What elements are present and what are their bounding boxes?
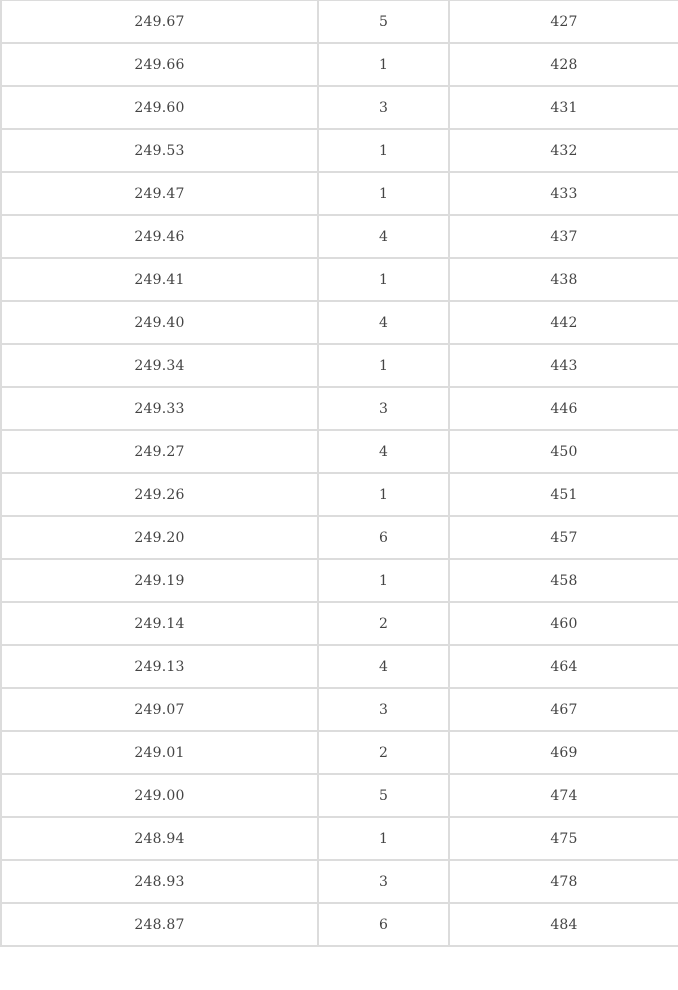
count-cell: 4 (318, 301, 449, 344)
score-cell: 249.67 (1, 0, 318, 43)
score-cell: 249.34 (1, 344, 318, 387)
score-cell: 249.46 (1, 215, 318, 258)
table-row (1, 387, 678, 430)
score-cell: 248.94 (1, 817, 318, 860)
cumulative-cell: 464 (449, 645, 678, 688)
score-cell: 249.20 (1, 516, 318, 559)
cumulative-cell: 451 (449, 473, 678, 516)
table-row (1, 903, 678, 946)
table-row (1, 0, 678, 43)
count-cell: 5 (318, 774, 449, 817)
count-cell: 1 (318, 258, 449, 301)
table-row (1, 516, 678, 559)
score-cell: 249.60 (1, 86, 318, 129)
table-row (1, 258, 678, 301)
cumulative-cell: 478 (449, 860, 678, 903)
cumulative-cell: 484 (449, 903, 678, 946)
table-row (1, 172, 678, 215)
table-row (1, 817, 678, 860)
count-cell: 6 (318, 516, 449, 559)
cumulative-cell: 469 (449, 731, 678, 774)
score-cell: 249.40 (1, 301, 318, 344)
table-row (1, 688, 678, 731)
cumulative-cell: 442 (449, 301, 678, 344)
score-cell: 248.93 (1, 860, 318, 903)
table-row (1, 731, 678, 774)
cumulative-cell: 450 (449, 430, 678, 473)
cumulative-cell: 467 (449, 688, 678, 731)
count-cell: 2 (318, 731, 449, 774)
cumulative-cell: 460 (449, 602, 678, 645)
score-cell: 249.00 (1, 774, 318, 817)
cumulative-cell: 432 (449, 129, 678, 172)
count-cell: 3 (318, 387, 449, 430)
score-cell: 249.33 (1, 387, 318, 430)
score-cell: 249.47 (1, 172, 318, 215)
count-cell: 3 (318, 86, 449, 129)
count-cell: 2 (318, 602, 449, 645)
table-row (1, 559, 678, 602)
score-cell: 249.41 (1, 258, 318, 301)
table-row (1, 129, 678, 172)
cumulative-cell: 457 (449, 516, 678, 559)
table-row (1, 860, 678, 903)
score-cell: 248.87 (1, 903, 318, 946)
count-cell: 4 (318, 430, 449, 473)
cumulative-cell: 474 (449, 774, 678, 817)
cumulative-cell: 431 (449, 86, 678, 129)
score-cell: 249.13 (1, 645, 318, 688)
count-cell: 3 (318, 688, 449, 731)
cumulative-cell: 438 (449, 258, 678, 301)
score-cell: 249.53 (1, 129, 318, 172)
table-row (1, 344, 678, 387)
cumulative-cell: 437 (449, 215, 678, 258)
cumulative-cell: 446 (449, 387, 678, 430)
table-row (1, 774, 678, 817)
table-row (1, 301, 678, 344)
table-row (1, 43, 678, 86)
table-row (1, 430, 678, 473)
table-row (1, 473, 678, 516)
score-cell: 249.01 (1, 731, 318, 774)
count-cell: 1 (318, 559, 449, 602)
cumulative-cell: 427 (449, 0, 678, 43)
score-cell: 249.27 (1, 430, 318, 473)
table-row (1, 602, 678, 645)
cumulative-cell: 433 (449, 172, 678, 215)
count-cell: 6 (318, 903, 449, 946)
table-row (1, 86, 678, 129)
score-cell: 249.19 (1, 559, 318, 602)
cumulative-cell: 428 (449, 43, 678, 86)
count-cell: 1 (318, 129, 449, 172)
count-cell: 1 (318, 473, 449, 516)
count-cell: 4 (318, 215, 449, 258)
count-cell: 3 (318, 860, 449, 903)
cumulative-cell: 443 (449, 344, 678, 387)
score-cell: 249.14 (1, 602, 318, 645)
count-cell: 1 (318, 43, 449, 86)
count-cell: 4 (318, 645, 449, 688)
score-table-body (1, 0, 678, 946)
count-cell: 1 (318, 817, 449, 860)
score-cell: 249.07 (1, 688, 318, 731)
count-cell: 1 (318, 344, 449, 387)
count-cell: 5 (318, 0, 449, 43)
table-row (1, 645, 678, 688)
table-row (1, 215, 678, 258)
cumulative-cell: 475 (449, 817, 678, 860)
cumulative-cell: 458 (449, 559, 678, 602)
score-cell: 249.66 (1, 43, 318, 86)
score-cell: 249.26 (1, 473, 318, 516)
count-cell: 1 (318, 172, 449, 215)
